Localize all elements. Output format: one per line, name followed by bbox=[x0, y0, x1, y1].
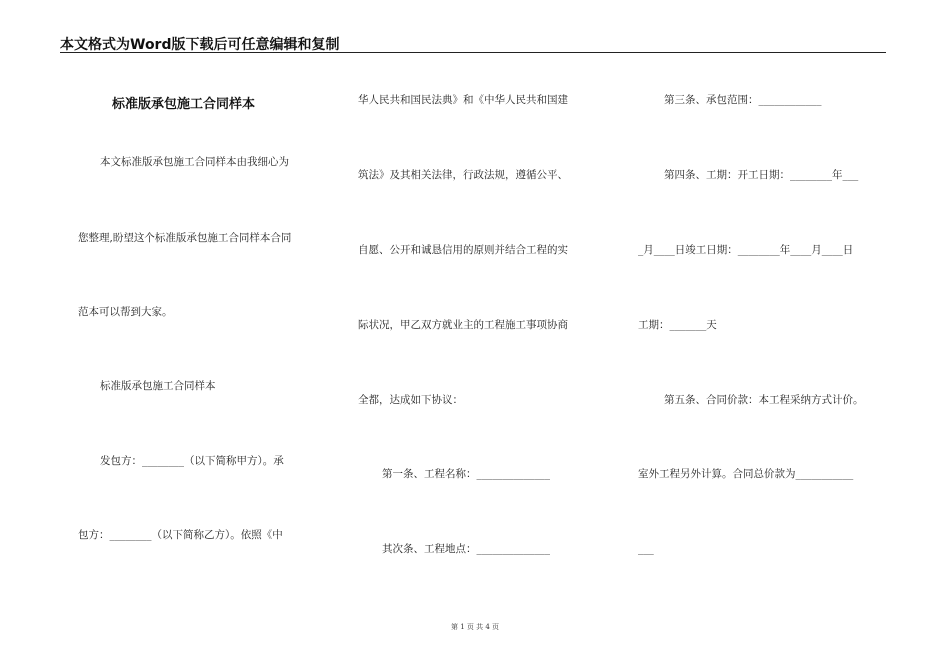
page-footer: 第 1 页 共 4 页 bbox=[450, 623, 500, 631]
col1-line-3: 范本可以帮到大家。 bbox=[78, 306, 173, 318]
col1-line-1: 本文标准版承包施工合同样本由我细心为 bbox=[100, 156, 289, 168]
col3-line-5: 第五条、合同价款：本工程采纳方式计价。 bbox=[664, 394, 864, 406]
col2-line-4: 际状况，甲乙双方就业主的工程施工事项协商 bbox=[358, 319, 568, 331]
col2-line-6: 第一条、工程名称：______________ bbox=[382, 468, 550, 480]
col1-line-2: 您整理,盼望这个标准版承包施工合同样本合同 bbox=[78, 232, 292, 244]
col3-line-7: ___ bbox=[638, 543, 654, 555]
col2-line-3: 自愿、公开和诚恳信用的原则并结合工程的实 bbox=[358, 244, 568, 256]
col2-line-5: 全都，达成如下协议： bbox=[358, 394, 463, 406]
col3-line-6: 室外工程另外计算。合同总价款为___________ bbox=[638, 468, 854, 480]
col3-line-2: 第四条、工期：开工日期：________年___ bbox=[664, 169, 859, 181]
col1-line-6: 包方：________（以下简称乙方）。依照《中 bbox=[78, 529, 283, 541]
document-title: 标准版承包施工合同样本 bbox=[112, 97, 256, 112]
col1-line-4: 标准版承包施工合同样本 bbox=[100, 380, 216, 392]
header-divider bbox=[60, 52, 886, 53]
col3-line-3: _月____日竣工日期：________年____月____日 bbox=[638, 244, 854, 256]
col1-line-5: 发包方：________（以下简称甲方）。承 bbox=[100, 455, 284, 467]
col3-line-4: 工期：_______天 bbox=[638, 319, 717, 331]
col2-line-2: 筑法》及其相关法律，行政法规，遵循公平、 bbox=[358, 169, 568, 181]
col3-line-1: 第三条、承包范围：____________ bbox=[664, 94, 822, 106]
col2-line-7: 其次条、工程地点：______________ bbox=[382, 543, 550, 555]
col2-line-1: 华人民共和国民法典》和《中华人民共和国建 bbox=[358, 94, 568, 106]
page-header: 本文格式为Word版下载后可任意编辑和复制 bbox=[60, 37, 340, 53]
